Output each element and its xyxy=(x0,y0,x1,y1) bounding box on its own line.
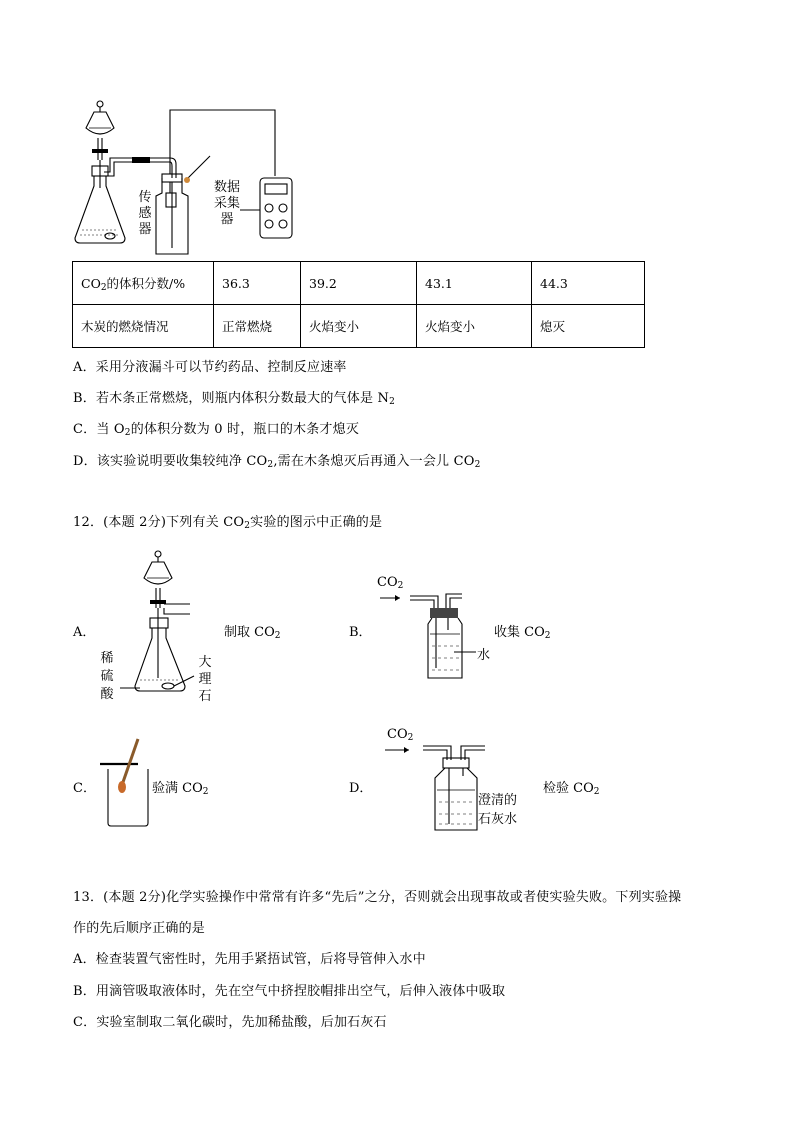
data-collector-label-1: 数据 采集 器 xyxy=(213,180,240,227)
q12-option-c-letter: C． xyxy=(73,781,96,796)
q12-stem: 12．(本题 2分)下列有关 $CO_2$实验的图示中正确的是 xyxy=(73,515,383,531)
q12-option-a-letter: A． xyxy=(73,625,96,640)
table-cell: 36.3 xyxy=(214,262,301,305)
table-cell: 火焰变小 xyxy=(301,305,417,348)
q12-option-b-caption: 收集 $CO_2$ xyxy=(494,625,551,641)
marble-label: 大理石 xyxy=(198,655,212,704)
table-cell: 熄灭 xyxy=(532,305,645,348)
q11-option-c: C．当 $O_2$的体积分数为 0 时，瓶口的木条才熄灭 xyxy=(73,422,360,438)
q13-stem-line1: 13．(本题 2分)化学实验操作中常常有许多“先后”之分，否则就会出现事故或者使实验失败。下列实验操 xyxy=(73,890,682,905)
table-cell: 43.1 xyxy=(417,262,532,305)
table-cell: 火焰变小 xyxy=(417,305,532,348)
q13-stem-line2: 作的先后顺序正确的是 xyxy=(73,921,206,936)
water-label: 水 xyxy=(477,648,491,663)
table-cell: 44.3 xyxy=(532,262,645,305)
table-row-header: $CO_2$的体积分数/% xyxy=(73,262,214,305)
table-cell: 正常燃烧 xyxy=(214,305,301,348)
table-row-header: 木炭的燃烧情况 xyxy=(73,305,214,348)
q12-option-d-caption: 检验 $CO_2$ xyxy=(543,781,600,797)
q13-option-b: B．用滴管吸取液体时，先在空气中挤捏胶帽排出空气，后伸入液体中吸取 xyxy=(73,984,506,999)
co2-sensor-apparatus-figure xyxy=(70,98,310,260)
limewater-label-2: 石灰水 xyxy=(478,812,518,827)
co2-full-test-bottle xyxy=(100,737,160,829)
q13-option-a: A．检查装置气密性时，先用手紧捂试管，后将导管伸入水中 xyxy=(73,952,426,967)
co2-burning-table xyxy=(72,261,645,348)
co2-collection-bottle-water xyxy=(380,590,490,682)
table-cell: 39.2 xyxy=(301,262,417,305)
table-row xyxy=(73,262,645,305)
q11-option-d: D．该实验说明要收集较纯净 $CO_2$,需在木条熄灭后再通入一会儿 $CO_2$ xyxy=(73,454,481,470)
q12-b-gas-label: $CO_2$ xyxy=(377,575,404,591)
q12-option-a-caption: 制取 $CO_2$ xyxy=(224,625,281,641)
table-row xyxy=(73,305,645,348)
q12-option-d-letter: D． xyxy=(349,781,373,796)
sensor-label: 传感器 xyxy=(138,190,152,237)
q11-option-a: A．采用分液漏斗可以节约药品、控制反应速率 xyxy=(73,360,347,375)
q12-option-b-letter: B． xyxy=(349,625,372,640)
limewater-label-1: 澄清的 xyxy=(478,793,518,808)
q11-option-b: B．若木条正常燃烧，则瓶内体积分数最大的气体是 $N_2$ xyxy=(73,391,395,407)
q12-option-c-caption: 验满 $CO_2$ xyxy=(152,781,209,797)
q13-option-c: C．实验室制取二氧化碳时，先加稀盐酸，后加石灰石 xyxy=(73,1015,387,1030)
q12-d-gas-label: $CO_2$ xyxy=(387,727,414,743)
dilute-sulfuric-acid-label: 稀硫酸 xyxy=(100,651,114,702)
